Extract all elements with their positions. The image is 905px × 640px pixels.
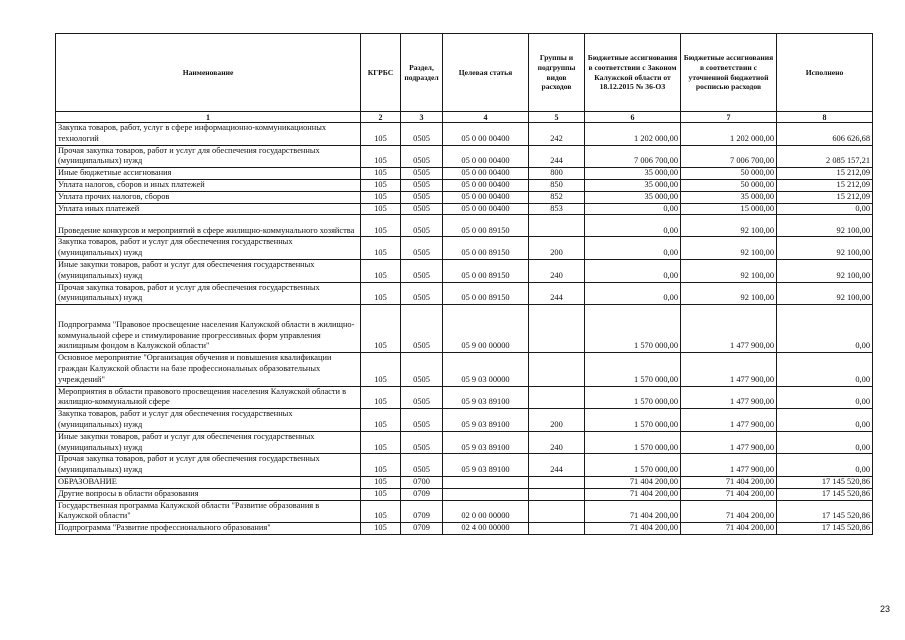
row-law-amount: 1 570 000,00 <box>585 386 681 409</box>
row-section: 0505 <box>401 215 443 237</box>
row-group: 200 <box>529 237 585 260</box>
row-name: Проведение конкурсов и мероприятий в сфере жилищно-коммунального хозяйства <box>56 215 361 237</box>
table-row <box>56 191 873 203</box>
row-executed-amount: 2 085 157,21 <box>777 145 873 168</box>
row-kgrbs: 105 <box>361 203 401 215</box>
row-executed-amount: 15 212,09 <box>777 168 873 180</box>
row-executed-amount: 17 145 520,86 <box>777 488 873 500</box>
row-executed-amount: 17 145 520,86 <box>777 476 873 488</box>
row-kgrbs: 105 <box>361 179 401 191</box>
table-row <box>56 353 873 386</box>
row-kgrbs: 105 <box>361 431 401 454</box>
row-law-amount: 1 570 000,00 <box>585 353 681 386</box>
row-executed-amount: 15 212,09 <box>777 191 873 203</box>
row-executed-amount: 0,00 <box>777 454 873 477</box>
column-number: 5 <box>529 112 585 123</box>
table-row <box>56 476 873 488</box>
row-executed-amount: 92 100,00 <box>777 282 873 305</box>
row-name: Иные закупки товаров, работ и услуг для обеспечения государственных (муниципальных) нужд <box>56 431 361 454</box>
row-group <box>529 500 585 523</box>
column-number-row <box>56 112 873 123</box>
row-law-amount: 35 000,00 <box>585 191 681 203</box>
column-number: 4 <box>443 112 529 123</box>
row-kgrbs: 105 <box>361 123 401 146</box>
row-name: Уплата иных платежей <box>56 203 361 215</box>
row-executed-amount: 0,00 <box>777 386 873 409</box>
row-law-amount: 71 404 200,00 <box>585 523 681 535</box>
table-row <box>56 259 873 282</box>
row-refined-amount: 71 404 200,00 <box>681 488 777 500</box>
row-kgrbs: 105 <box>361 145 401 168</box>
row-law-amount: 0,00 <box>585 203 681 215</box>
row-name: Прочая закупка товаров, работ и услуг для обеспечения государственных (муниципальных) нужд <box>56 145 361 168</box>
row-target: 05 0 00 00400 <box>443 145 529 168</box>
row-section: 0505 <box>401 179 443 191</box>
row-target: 05 0 00 00400 <box>443 191 529 203</box>
row-section: 0700 <box>401 476 443 488</box>
row-law-amount: 1 570 000,00 <box>585 454 681 477</box>
table-row <box>56 215 873 237</box>
header-groups: Группы и подгруппы видов расходов <box>529 34 585 112</box>
row-target: 05 9 03 89100 <box>443 386 529 409</box>
table-row <box>56 282 873 305</box>
row-target: 05 0 00 00400 <box>443 179 529 191</box>
row-law-amount: 71 404 200,00 <box>585 488 681 500</box>
row-section: 0505 <box>401 431 443 454</box>
row-refined-amount: 1 477 900,00 <box>681 454 777 477</box>
row-kgrbs: 105 <box>361 500 401 523</box>
row-kgrbs: 105 <box>361 386 401 409</box>
row-refined-amount: 1 477 900,00 <box>681 431 777 454</box>
row-section: 0505 <box>401 145 443 168</box>
table-row <box>56 305 873 353</box>
row-target: 05 0 00 00400 <box>443 203 529 215</box>
row-refined-amount: 35 000,00 <box>681 191 777 203</box>
row-law-amount: 0,00 <box>585 215 681 237</box>
row-section: 0505 <box>401 454 443 477</box>
row-group: 240 <box>529 431 585 454</box>
header-target: Целевая статья <box>443 34 529 112</box>
row-refined-amount: 92 100,00 <box>681 215 777 237</box>
row-law-amount: 7 006 700,00 <box>585 145 681 168</box>
row-law-amount: 1 570 000,00 <box>585 409 681 432</box>
table-body <box>56 123 873 535</box>
row-kgrbs: 105 <box>361 168 401 180</box>
row-law-amount: 0,00 <box>585 282 681 305</box>
row-target: 05 0 00 89150 <box>443 237 529 260</box>
row-group <box>529 386 585 409</box>
row-target: 02 0 00 00000 <box>443 500 529 523</box>
row-executed-amount: 92 100,00 <box>777 259 873 282</box>
table-row <box>56 237 873 260</box>
row-kgrbs: 105 <box>361 454 401 477</box>
row-group: 200 <box>529 409 585 432</box>
row-section: 0709 <box>401 488 443 500</box>
row-refined-amount: 92 100,00 <box>681 237 777 260</box>
page-number: 23 <box>879 604 890 614</box>
row-law-amount: 0,00 <box>585 237 681 260</box>
row-kgrbs: 105 <box>361 409 401 432</box>
row-name: Прочая закупка товаров, работ и услуг для обеспечения государственных (муниципальных) нужд <box>56 282 361 305</box>
row-refined-amount: 1 477 900,00 <box>681 386 777 409</box>
column-number: 6 <box>585 112 681 123</box>
row-kgrbs: 105 <box>361 237 401 260</box>
row-kgrbs: 105 <box>361 259 401 282</box>
table-row <box>56 145 873 168</box>
header-row <box>56 34 873 112</box>
table-row <box>56 431 873 454</box>
row-name: Другие вопросы в области образования <box>56 488 361 500</box>
header-section: Раздел, подраздел <box>401 34 443 112</box>
row-kgrbs: 105 <box>361 191 401 203</box>
row-name: Прочая закупка товаров, работ и услуг для обеспечения государственных (муниципальных) нужд <box>56 454 361 477</box>
row-name: ОБРАЗОВАНИЕ <box>56 476 361 488</box>
row-executed-amount: 17 145 520,86 <box>777 523 873 535</box>
table-row <box>56 409 873 432</box>
row-executed-amount: 15 212,09 <box>777 179 873 191</box>
row-kgrbs: 105 <box>361 488 401 500</box>
row-refined-amount: 7 006 700,00 <box>681 145 777 168</box>
row-group: 244 <box>529 282 585 305</box>
row-refined-amount: 50 000,00 <box>681 168 777 180</box>
row-target <box>443 476 529 488</box>
table-row <box>56 500 873 523</box>
budget-table <box>55 33 873 535</box>
row-kgrbs: 105 <box>361 523 401 535</box>
header-refined: Бюджетные ассигнования в соответствии с уточненной бюджетной росписью расходов <box>681 34 777 112</box>
row-name: Мероприятия в области правового просвещения населения Калужской области в жилищно-коммунальной сфере <box>56 386 361 409</box>
column-number: 2 <box>361 112 401 123</box>
row-executed-amount: 0,00 <box>777 431 873 454</box>
row-executed-amount: 17 145 520,86 <box>777 500 873 523</box>
row-law-amount: 71 404 200,00 <box>585 500 681 523</box>
row-law-amount: 35 000,00 <box>585 168 681 180</box>
row-executed-amount: 92 100,00 <box>777 237 873 260</box>
row-target: 02 4 00 00000 <box>443 523 529 535</box>
table-row <box>56 488 873 500</box>
row-section: 0505 <box>401 237 443 260</box>
row-name: Уплата налогов, сборов и иных платежей <box>56 179 361 191</box>
row-executed-amount: 606 626,68 <box>777 123 873 146</box>
header-law: Бюджетные ассигнования в соответствии с Законом Калужской области от 18.12.2015 № 36-ОЗ <box>585 34 681 112</box>
table-row <box>56 203 873 215</box>
table-row <box>56 168 873 180</box>
row-group <box>529 476 585 488</box>
table-row <box>56 179 873 191</box>
row-section: 0505 <box>401 203 443 215</box>
row-section: 0505 <box>401 282 443 305</box>
column-number: 1 <box>56 112 361 123</box>
row-law-amount: 0,00 <box>585 259 681 282</box>
row-section: 0505 <box>401 353 443 386</box>
row-executed-amount: 0,00 <box>777 409 873 432</box>
table-row <box>56 386 873 409</box>
row-refined-amount: 1 477 900,00 <box>681 305 777 353</box>
header-kgrbs: КГРБС <box>361 34 401 112</box>
row-target: 05 0 00 00400 <box>443 123 529 146</box>
row-group: 850 <box>529 179 585 191</box>
row-refined-amount: 92 100,00 <box>681 259 777 282</box>
row-section: 0505 <box>401 409 443 432</box>
row-name: Основное мероприятие "Организация обучения и повышения квалификации граждан Калужской области на базе профессиональных образовательных учреждений" <box>56 353 361 386</box>
row-group: 853 <box>529 203 585 215</box>
row-name: Уплата прочих налогов, сборов <box>56 191 361 203</box>
table-row <box>56 123 873 146</box>
row-group: 240 <box>529 259 585 282</box>
row-kgrbs: 105 <box>361 305 401 353</box>
row-refined-amount: 1 477 900,00 <box>681 353 777 386</box>
row-target: 05 0 00 89150 <box>443 259 529 282</box>
row-name: Подпрограмма "Развитие профессионального образования" <box>56 523 361 535</box>
row-law-amount: 35 000,00 <box>585 179 681 191</box>
row-group <box>529 305 585 353</box>
row-name: Закупка товаров, работ и услуг для обеспечения государственных (муниципальных) нужд <box>56 409 361 432</box>
row-section: 0505 <box>401 123 443 146</box>
row-executed-amount: 0,00 <box>777 353 873 386</box>
row-section: 0709 <box>401 500 443 523</box>
row-name: Закупка товаров, работ и услуг для обеспечения государственных (муниципальных) нужд <box>56 237 361 260</box>
row-refined-amount: 1 477 900,00 <box>681 409 777 432</box>
row-target: 05 9 03 89100 <box>443 409 529 432</box>
row-section: 0505 <box>401 305 443 353</box>
row-target <box>443 488 529 500</box>
row-law-amount: 1 570 000,00 <box>585 431 681 454</box>
row-law-amount: 1 570 000,00 <box>585 305 681 353</box>
row-kgrbs: 105 <box>361 215 401 237</box>
row-group: 244 <box>529 454 585 477</box>
row-target: 05 9 03 89100 <box>443 454 529 477</box>
table-row <box>56 454 873 477</box>
row-group <box>529 353 585 386</box>
row-group <box>529 523 585 535</box>
row-group: 800 <box>529 168 585 180</box>
row-executed-amount: 0,00 <box>777 203 873 215</box>
row-refined-amount: 1 202 000,00 <box>681 123 777 146</box>
row-target: 05 9 00 00000 <box>443 305 529 353</box>
row-refined-amount: 50 000,00 <box>681 179 777 191</box>
row-group <box>529 215 585 237</box>
row-executed-amount: 92 100,00 <box>777 215 873 237</box>
row-target: 05 9 03 00000 <box>443 353 529 386</box>
column-number: 7 <box>681 112 777 123</box>
row-section: 0505 <box>401 168 443 180</box>
row-kgrbs: 105 <box>361 282 401 305</box>
row-group: 244 <box>529 145 585 168</box>
row-refined-amount: 92 100,00 <box>681 282 777 305</box>
row-target: 05 0 00 89150 <box>443 215 529 237</box>
row-law-amount: 71 404 200,00 <box>585 476 681 488</box>
row-section: 0505 <box>401 191 443 203</box>
row-group: 242 <box>529 123 585 146</box>
row-name: Государственная программа Калужской области "Развитие образования в Калужской области" <box>56 500 361 523</box>
table-row <box>56 523 873 535</box>
header-executed: Исполнено <box>777 34 873 112</box>
row-name: Иные закупки товаров, работ и услуг для обеспечения государственных (муниципальных) нужд <box>56 259 361 282</box>
row-refined-amount: 71 404 200,00 <box>681 476 777 488</box>
row-kgrbs: 105 <box>361 476 401 488</box>
row-group <box>529 488 585 500</box>
row-group: 852 <box>529 191 585 203</box>
row-refined-amount: 15 000,00 <box>681 203 777 215</box>
row-law-amount: 1 202 000,00 <box>585 123 681 146</box>
row-target: 05 0 00 00400 <box>443 168 529 180</box>
row-section: 0709 <box>401 523 443 535</box>
row-section: 0505 <box>401 259 443 282</box>
row-name: Закупка товаров, работ, услуг в сфере информационно-коммуникационных технологий <box>56 123 361 146</box>
row-kgrbs: 105 <box>361 353 401 386</box>
row-executed-amount: 0,00 <box>777 305 873 353</box>
row-refined-amount: 71 404 200,00 <box>681 523 777 535</box>
column-number: 3 <box>401 112 443 123</box>
row-name: Иные бюджетные ассигнования <box>56 168 361 180</box>
row-refined-amount: 71 404 200,00 <box>681 500 777 523</box>
row-section: 0505 <box>401 386 443 409</box>
row-name: Подпрограмма "Правовое просвещение населения Калужской области в жилищно-коммунальной сфере и стимулирование прогрессивных форм управления жилищным фондом в Калужской области" <box>56 305 361 353</box>
header-name: Наименование <box>56 34 361 112</box>
column-number: 8 <box>777 112 873 123</box>
row-target: 05 0 00 89150 <box>443 282 529 305</box>
row-target: 05 9 03 89100 <box>443 431 529 454</box>
